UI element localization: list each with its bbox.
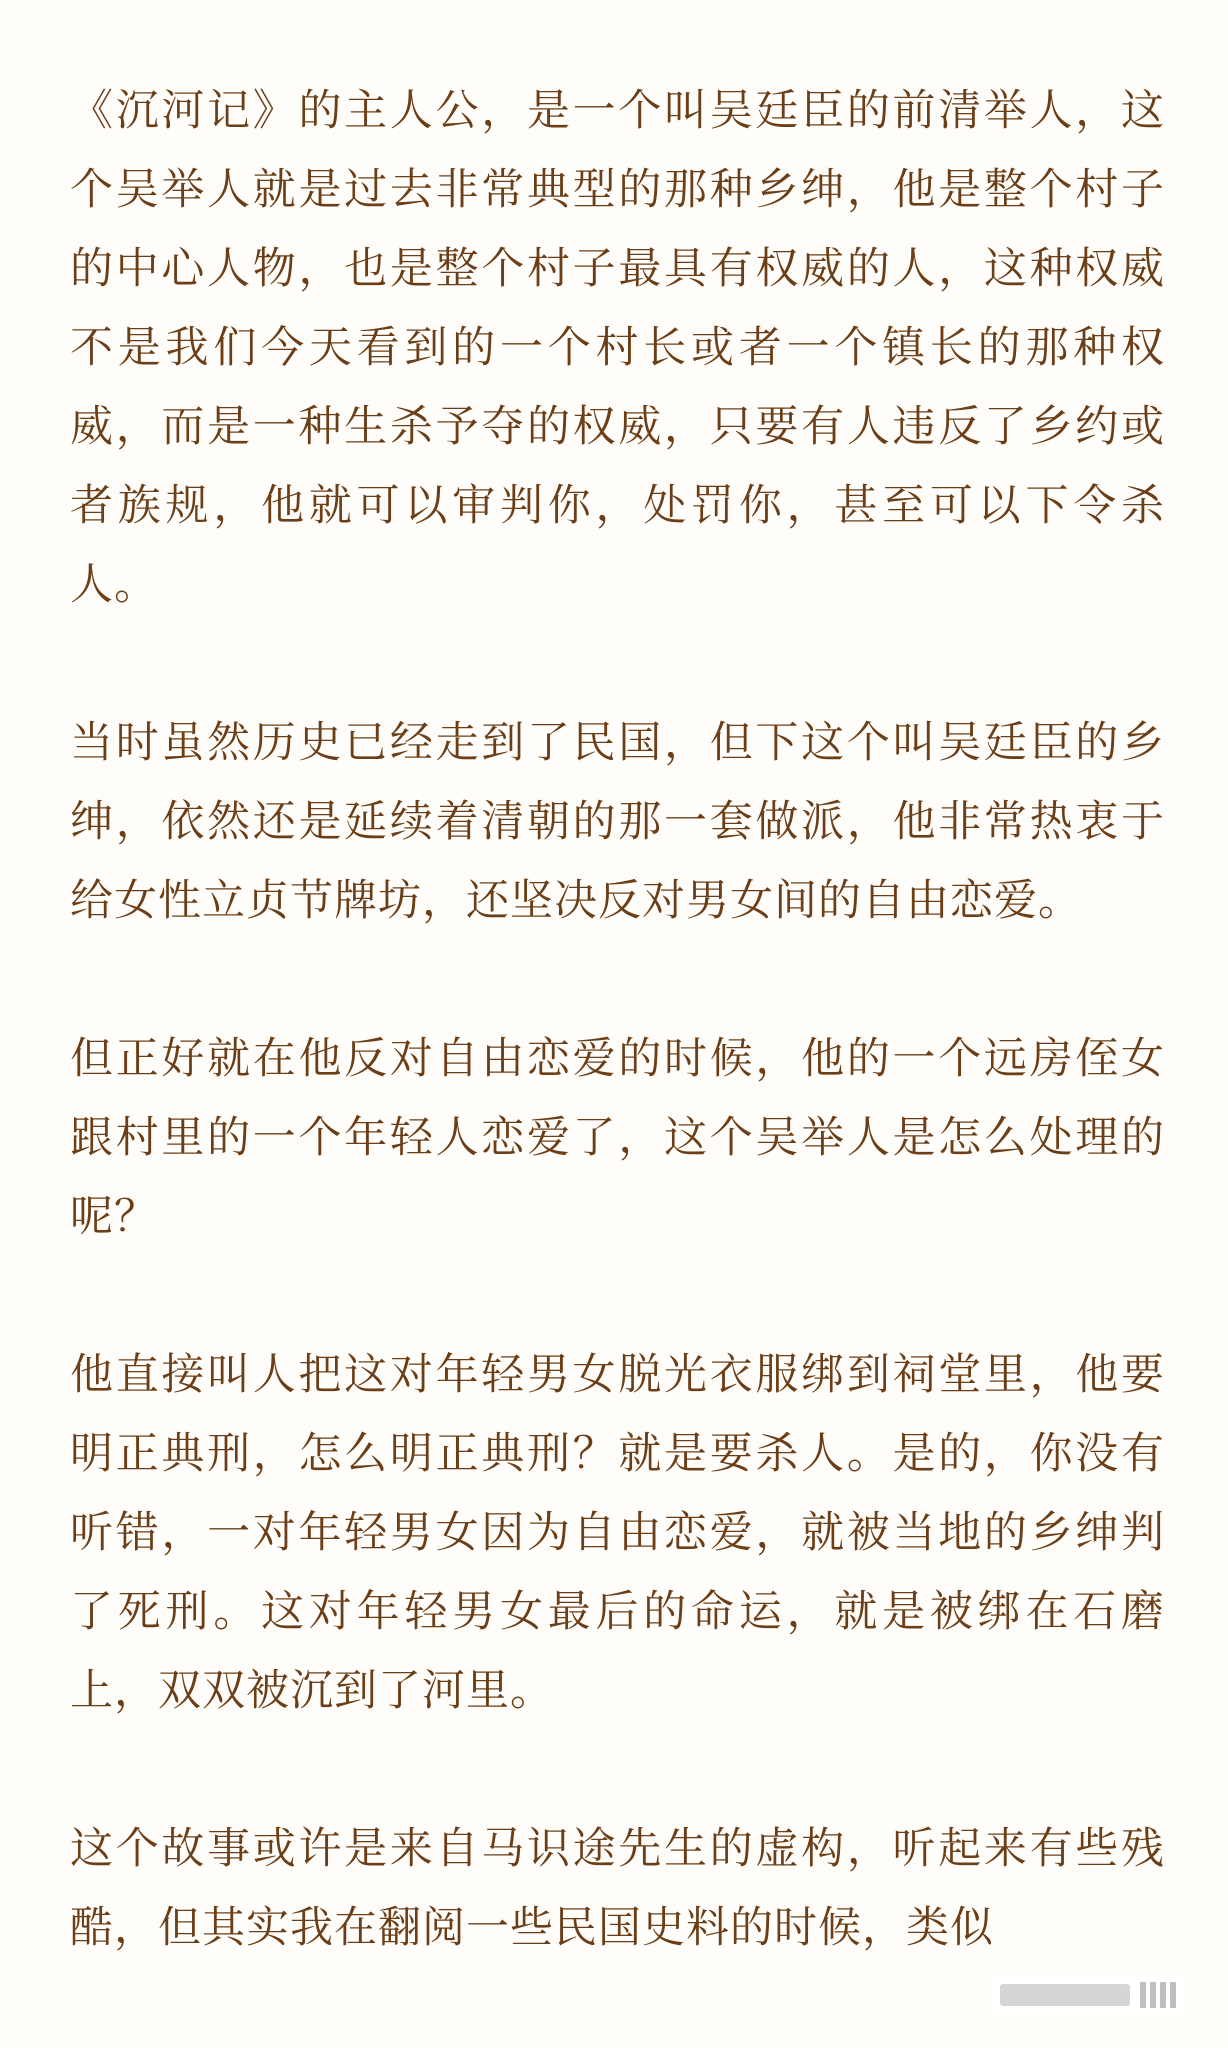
watermark-stripes bbox=[1140, 1982, 1176, 2008]
app-watermark-icon bbox=[990, 1976, 1186, 2014]
watermark-bar bbox=[1000, 1984, 1130, 2006]
paragraph-1: 《沉河记》的主人公，是一个叫吴廷臣的前清举人，这个吴举人就是过去非常典型的那种乡绅，他是整个村子的中心人物，也是整个村子最具有权威的人，这种权威不是我们今天看到的一个村长或者一个镇长的那种权威，而是一种生杀予夺的权威，只要有人违反了乡约或者族规，他就可以审判你，处罚你，甚至可以下令杀人。 bbox=[70, 86, 1165, 610]
paragraph-4: 他直接叫人把这对年轻男女脱光衣服绑到祠堂里，他要明正典刑，怎么明正典刑？就是要杀人。是的，你没有听错，一对年轻男女因为自由恋爱，就被当地的乡绅判了死刑。这对年轻男女最后的命运，就是被绑在石磨上，双双被沉到了河里。 bbox=[70, 1350, 1165, 1716]
article-body bbox=[70, 72, 1165, 1968]
paragraph-2: 当时虽然历史已经走到了民国，但下这个叫吴廷臣的乡绅，依然还是延续着清朝的那一套做派，他非常热衷于给女性立贞节牌坊，还坚决反对男女间的自由恋爱。 bbox=[70, 718, 1165, 926]
paragraph-3: 但正好就在他反对自由恋爱的时候，他的一个远房侄女跟村里的一个年轻人恋爱了，这个吴举人是怎么处理的呢？ bbox=[70, 1034, 1165, 1242]
paragraph-5: 这个故事或许是来自马识途先生的虚构，听起来有些残酷，但其实我在翻阅一些民国史料的时候，类似 bbox=[70, 1824, 1165, 1953]
